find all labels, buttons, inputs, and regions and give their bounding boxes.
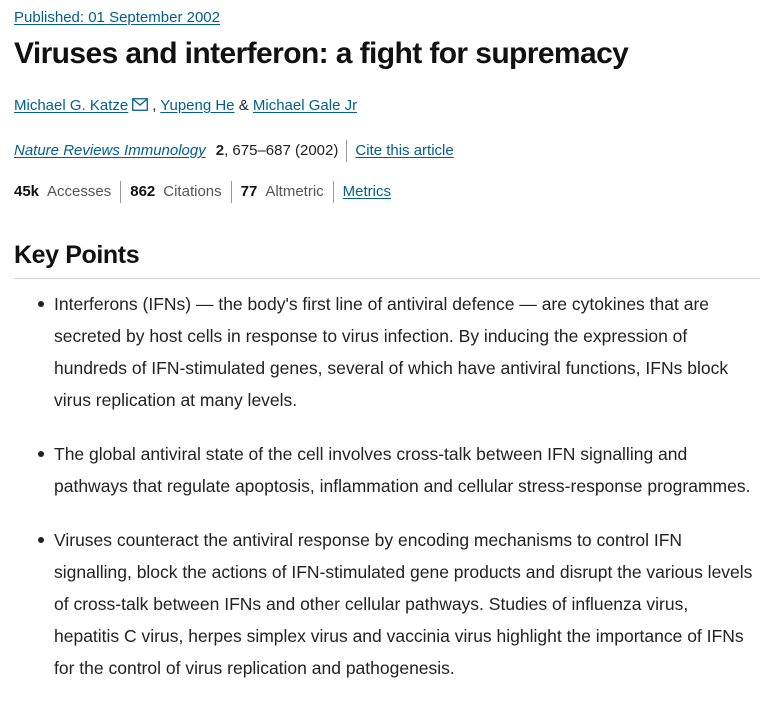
list-item — [14, 288, 754, 416]
bullet-icon — [38, 301, 44, 307]
article-title: Viruses and interferon: a fight for supremacy — [14, 37, 629, 70]
key-points-list — [14, 288, 754, 706]
author-and: & — [238, 97, 249, 114]
key-point-text: The global antiviral state of the cell involves cross-talk between IFN signalling and pathways that regulate apoptosis, inflammation and cellular stress-response programmes. — [54, 444, 751, 496]
list-item — [14, 438, 754, 502]
divider — [231, 181, 232, 203]
altmetric-count: 77 — [240, 183, 258, 200]
citation-line — [14, 140, 454, 162]
published-date-link[interactable]: Published: 01 September 2002 — [14, 9, 220, 26]
citations-count: 862 — [130, 183, 156, 200]
list-item — [14, 524, 754, 684]
metrics-link[interactable]: Metrics — [342, 183, 391, 200]
bullet-icon — [38, 537, 44, 543]
divider — [346, 140, 347, 162]
author-link-he[interactable]: Yupeng He — [160, 97, 235, 114]
journal-pages-year: , 675–687 (2002) — [224, 142, 339, 159]
envelope-icon[interactable] — [132, 96, 148, 118]
key-point-text: Interferons (IFNs) — the body's first line of antiviral defence — are cytokines that are secreted by host cells in response to virus infection. By inducing the expression of hundreds of IFN-stimulated genes, several of which have antiviral functions, IFNs block virus replication at many levels. — [54, 294, 729, 410]
citations-label: Citations — [163, 183, 222, 200]
key-points-heading: Key Points — [14, 241, 140, 269]
altmetric-label: Altmetric — [265, 183, 324, 200]
bullet-icon — [38, 451, 44, 457]
author-link-katze[interactable]: Michael G. Katze — [14, 97, 129, 114]
accesses-count: 45k — [14, 183, 40, 200]
divider — [120, 181, 121, 203]
journal-link[interactable]: Nature Reviews Immunology — [14, 142, 206, 159]
divider — [333, 181, 334, 203]
cite-article-link[interactable]: Cite this article — [355, 142, 454, 159]
author-link-gale[interactable]: Michael Gale Jr — [252, 97, 358, 114]
author-list — [14, 95, 357, 118]
author-separator: , — [152, 97, 157, 114]
section-divider — [14, 278, 760, 279]
key-point-text: Viruses counteract the antiviral response by encoding mechanisms to control IFN signalling, block the actions of IFN-stimulated gene products and disrupt the various levels of cross-talk between IFNs and other cellular pathways. Studies of influenza virus, hepatitis C virus, herpes simplex virus and vaccinia virus highlight the importance of IFNs for the control of virus replication and pathogenesis. — [54, 530, 753, 678]
accesses-label: Accesses — [47, 183, 112, 200]
metrics-bar — [14, 181, 391, 203]
journal-volume: 2 — [215, 142, 225, 159]
